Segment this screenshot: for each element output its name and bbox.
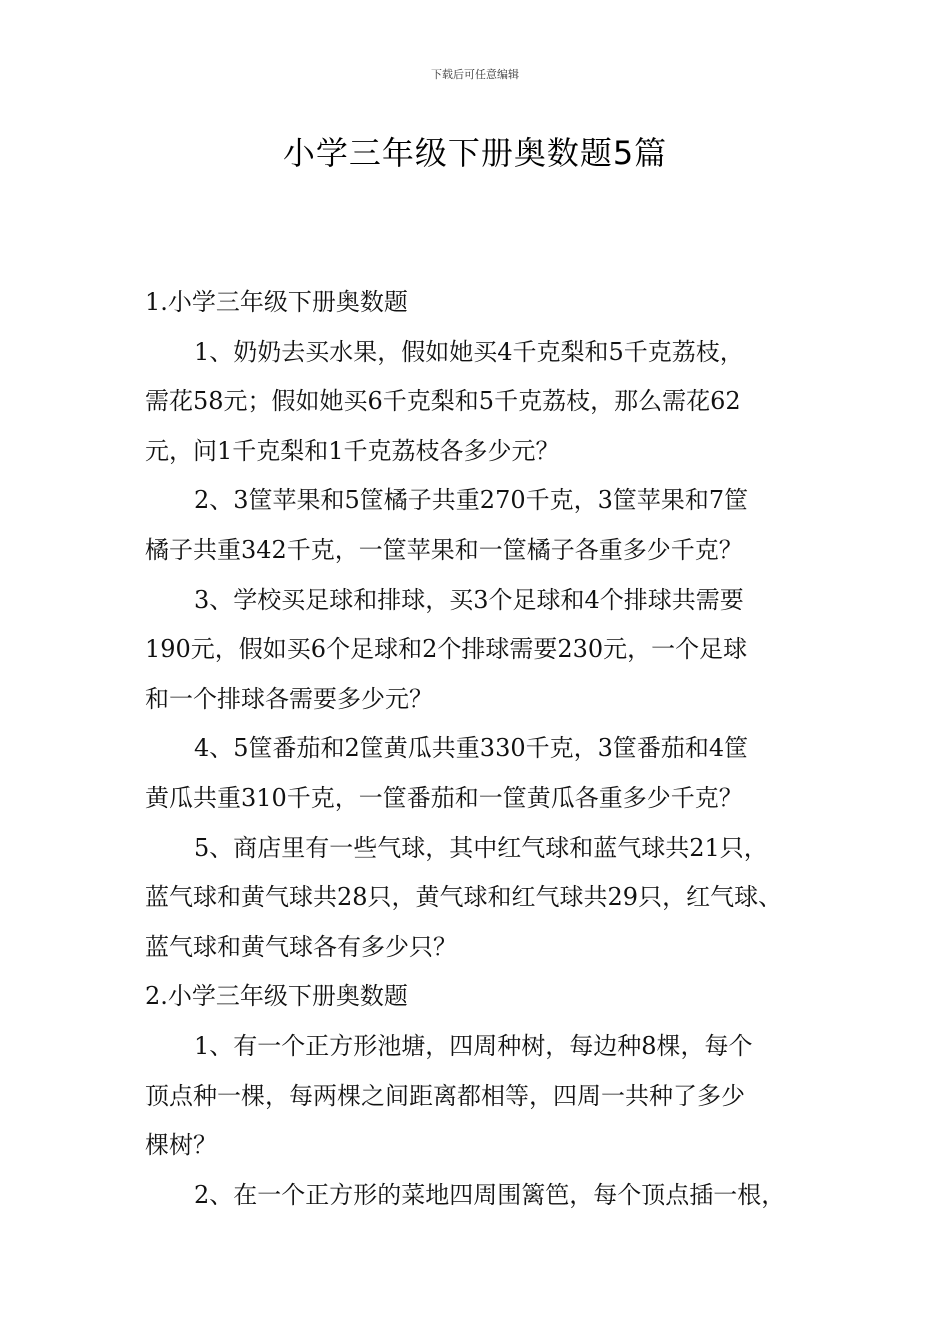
paragraph-line: 1、奶奶去买水果，假如她买4千克梨和5千克荔枝， [194,337,744,366]
paragraph-line: 3、学校买足球和排球，买3个足球和4个排球共需要 [194,585,744,614]
paragraph-line: 需花58元；假如她买6千克梨和5千克荔枝，那么需花62 [145,387,741,416]
section-heading: 1.小学三年级下册奥数题 [145,288,408,316]
paragraph-line: 元，问1千克梨和1千克荔枝各多少元？ [145,436,560,465]
paragraph-line: 190元，假如买6个足球和2个排球需要230元，一个足球 [145,635,748,664]
paragraph-line: 棵树？ [145,1131,217,1160]
paragraph-line: 和一个排球各需要多少元？ [145,684,433,713]
paragraph-line: 2、3筐苹果和5筐橘子共重270千克，3筐苹果和7筐 [194,486,749,515]
paragraph-line: 黄瓜共重310千克，一筐番茄和一筐黄瓜各重多少千克？ [145,783,743,812]
paragraph-line: 蓝气球和黄气球各有多少只？ [145,932,457,961]
document-title: 小学三年级下册奥数题5篇 [282,134,668,172]
paragraph-line: 顶点种一棵，每两棵之间距离都相等，四周一共种了多少 [145,1081,745,1110]
paragraph-line: 橘子共重342千克，一筐苹果和一筐橘子各重多少千克？ [145,535,743,564]
paragraph-line: 1、有一个正方形池塘，四周种树，每边种8棵，每个 [194,1031,753,1060]
paragraph-line: 蓝气球和黄气球共28只，黄气球和红气球共29只，红气球、 [145,883,783,912]
header-note: 下载后可任意编辑 [431,68,519,81]
paragraph-line: 5、商店里有一些气球，其中红气球和蓝气球共21只， [194,833,768,862]
document-body [145,278,825,1220]
paragraph-line: 4、5筐番茄和2筐黄瓜共重330千克，3筐番茄和4筐 [194,734,749,763]
paragraph-line: 2、在一个正方形的菜地四周围篱笆，每个顶点插一根， [194,1180,786,1209]
section-heading: 2.小学三年级下册奥数题 [145,982,408,1011]
